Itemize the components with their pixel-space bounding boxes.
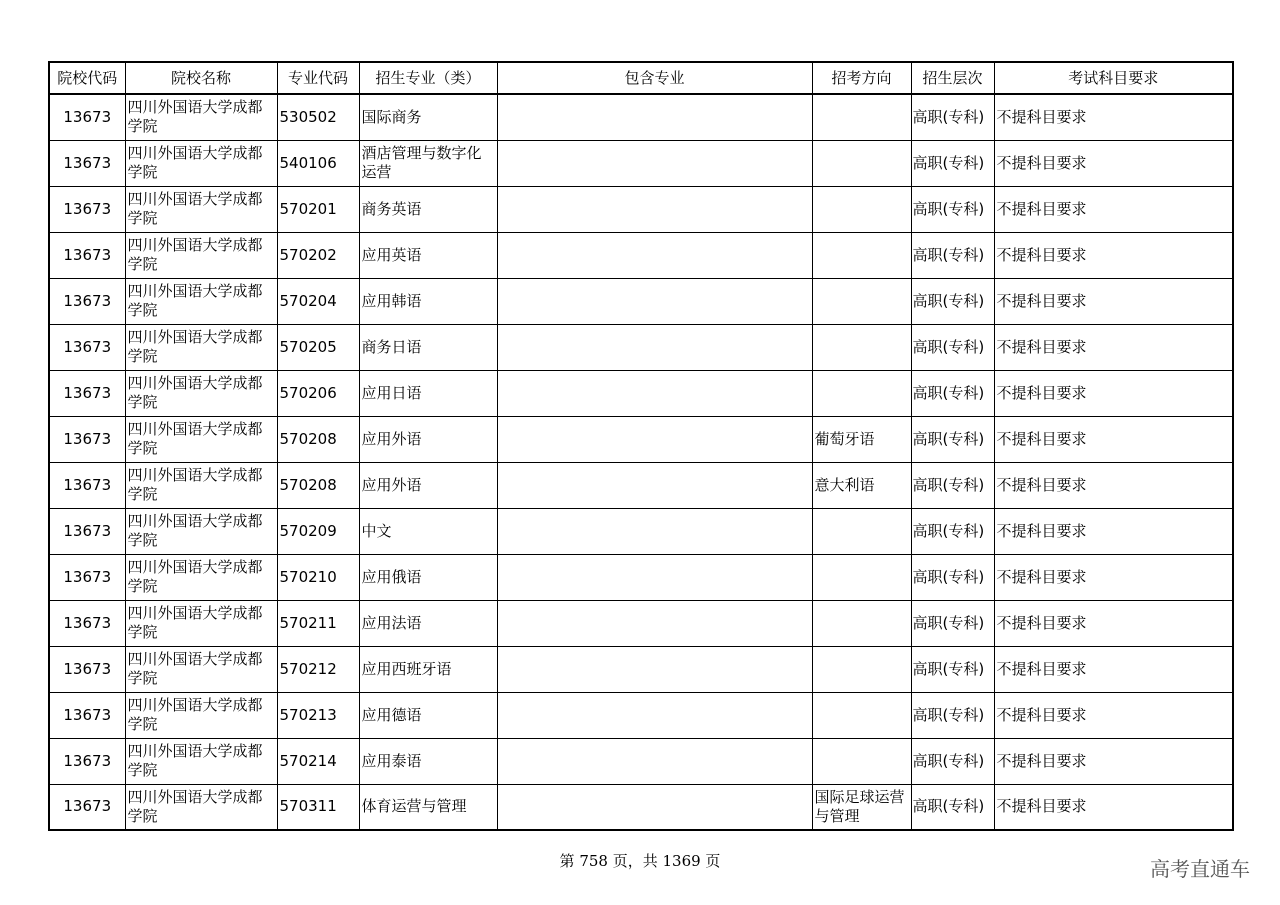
cell-school-code: 13673	[49, 186, 125, 232]
cell-major-code: 570212	[277, 646, 359, 692]
cell-included-majors	[497, 784, 812, 830]
cell-major-code: 540106	[277, 140, 359, 186]
cell-major: 应用韩语	[359, 278, 497, 324]
cell-school-name: 四川外国语大学成都学院	[125, 784, 277, 830]
cell-major-code: 570208	[277, 416, 359, 462]
cell-direction: 国际足球运营与管理	[812, 784, 911, 830]
cell-school-code: 13673	[49, 692, 125, 738]
cell-subject-requirement: 不提科目要求	[994, 646, 1233, 692]
cell-subject-requirement: 不提科目要求	[994, 692, 1233, 738]
cell-subject-requirement: 不提科目要求	[994, 554, 1233, 600]
cell-direction	[812, 232, 911, 278]
cell-major-code: 570211	[277, 600, 359, 646]
cell-subject-requirement: 不提科目要求	[994, 278, 1233, 324]
cell-school-code: 13673	[49, 416, 125, 462]
cell-school-code: 13673	[49, 784, 125, 830]
table-row	[49, 140, 1233, 186]
cell-major: 应用泰语	[359, 738, 497, 784]
cell-school-name: 四川外国语大学成都学院	[125, 600, 277, 646]
cell-major-code: 570205	[277, 324, 359, 370]
cell-major-code: 570208	[277, 462, 359, 508]
cell-included-majors	[497, 416, 812, 462]
cell-school-code: 13673	[49, 140, 125, 186]
cell-level: 高职(专科)	[911, 462, 994, 508]
cell-level: 高职(专科)	[911, 140, 994, 186]
cell-school-code: 13673	[49, 646, 125, 692]
cell-major: 应用德语	[359, 692, 497, 738]
cell-school-code: 13673	[49, 370, 125, 416]
cell-major-code: 570214	[277, 738, 359, 784]
cell-major: 商务英语	[359, 186, 497, 232]
cell-major-code: 530502	[277, 94, 359, 140]
watermark: 高考直通车	[1150, 857, 1250, 881]
table-row	[49, 508, 1233, 554]
cell-level: 高职(专科)	[911, 646, 994, 692]
cell-level: 高职(专科)	[911, 508, 994, 554]
cell-school-name: 四川外国语大学成都学院	[125, 370, 277, 416]
page-number: 第 758 页，共 1369 页	[559, 852, 721, 870]
cell-level: 高职(专科)	[911, 94, 994, 140]
cell-level: 高职(专科)	[911, 232, 994, 278]
cell-direction	[812, 324, 911, 370]
cell-school-name: 四川外国语大学成都学院	[125, 186, 277, 232]
header-school-code: 院校代码	[49, 62, 125, 94]
cell-school-code: 13673	[49, 462, 125, 508]
cell-major: 国际商务	[359, 94, 497, 140]
cell-direction	[812, 738, 911, 784]
table-row	[49, 784, 1233, 830]
cell-included-majors	[497, 738, 812, 784]
cell-subject-requirement: 不提科目要求	[994, 232, 1233, 278]
header-included-majors: 包含专业	[497, 62, 812, 94]
cell-major: 应用英语	[359, 232, 497, 278]
cell-included-majors	[497, 600, 812, 646]
cell-level: 高职(专科)	[911, 784, 994, 830]
cell-school-code: 13673	[49, 278, 125, 324]
cell-major: 中文	[359, 508, 497, 554]
cell-subject-requirement: 不提科目要求	[994, 738, 1233, 784]
cell-subject-requirement: 不提科目要求	[994, 416, 1233, 462]
cell-included-majors	[497, 692, 812, 738]
table-row	[49, 738, 1233, 784]
table-row	[49, 324, 1233, 370]
cell-school-name: 四川外国语大学成都学院	[125, 416, 277, 462]
cell-school-name: 四川外国语大学成都学院	[125, 278, 277, 324]
table-row	[49, 600, 1233, 646]
cell-included-majors	[497, 508, 812, 554]
cell-school-name: 四川外国语大学成都学院	[125, 140, 277, 186]
cell-major: 商务日语	[359, 324, 497, 370]
cell-major: 应用俄语	[359, 554, 497, 600]
table-row	[49, 462, 1233, 508]
cell-school-name: 四川外国语大学成都学院	[125, 738, 277, 784]
cell-major-code: 570213	[277, 692, 359, 738]
cell-level: 高职(专科)	[911, 186, 994, 232]
cell-school-code: 13673	[49, 232, 125, 278]
cell-school-name: 四川外国语大学成都学院	[125, 508, 277, 554]
table-row	[49, 278, 1233, 324]
cell-direction	[812, 140, 911, 186]
cell-school-code: 13673	[49, 94, 125, 140]
cell-included-majors	[497, 462, 812, 508]
cell-subject-requirement: 不提科目要求	[994, 370, 1233, 416]
cell-subject-requirement: 不提科目要求	[994, 784, 1233, 830]
cell-subject-requirement: 不提科目要求	[994, 186, 1233, 232]
header-school-name: 院校名称	[125, 62, 277, 94]
cell-major: 应用日语	[359, 370, 497, 416]
cell-level: 高职(专科)	[911, 278, 994, 324]
cell-subject-requirement: 不提科目要求	[994, 600, 1233, 646]
header-level: 招生层次	[911, 62, 994, 94]
cell-direction: 葡萄牙语	[812, 416, 911, 462]
cell-included-majors	[497, 140, 812, 186]
cell-included-majors	[497, 646, 812, 692]
cell-school-name: 四川外国语大学成都学院	[125, 646, 277, 692]
cell-included-majors	[497, 278, 812, 324]
cell-subject-requirement: 不提科目要求	[994, 94, 1233, 140]
header-direction: 招考方向	[812, 62, 911, 94]
cell-major: 体育运营与管理	[359, 784, 497, 830]
table-row	[49, 370, 1233, 416]
cell-direction	[812, 600, 911, 646]
cell-level: 高职(专科)	[911, 692, 994, 738]
cell-major: 应用外语	[359, 416, 497, 462]
cell-major: 酒店管理与数字化运营	[359, 140, 497, 186]
cell-included-majors	[497, 94, 812, 140]
cell-major-code: 570210	[277, 554, 359, 600]
table-row	[49, 646, 1233, 692]
cell-major: 应用西班牙语	[359, 646, 497, 692]
cell-major-code: 570206	[277, 370, 359, 416]
cell-school-name: 四川外国语大学成都学院	[125, 232, 277, 278]
cell-school-code: 13673	[49, 600, 125, 646]
table-row	[49, 232, 1233, 278]
cell-school-name: 四川外国语大学成都学院	[125, 462, 277, 508]
admissions-table	[48, 61, 1234, 831]
cell-level: 高职(专科)	[911, 324, 994, 370]
cell-major-code: 570201	[277, 186, 359, 232]
cell-direction	[812, 646, 911, 692]
cell-school-code: 13673	[49, 508, 125, 554]
cell-direction	[812, 94, 911, 140]
table-row	[49, 692, 1233, 738]
cell-direction: 意大利语	[812, 462, 911, 508]
cell-major: 应用外语	[359, 462, 497, 508]
cell-major-code: 570209	[277, 508, 359, 554]
cell-school-name: 四川外国语大学成都学院	[125, 324, 277, 370]
cell-school-code: 13673	[49, 554, 125, 600]
cell-level: 高职(专科)	[911, 416, 994, 462]
table-row	[49, 186, 1233, 232]
cell-included-majors	[497, 554, 812, 600]
cell-school-code: 13673	[49, 324, 125, 370]
cell-major-code: 570204	[277, 278, 359, 324]
cell-level: 高职(专科)	[911, 554, 994, 600]
cell-subject-requirement: 不提科目要求	[994, 508, 1233, 554]
cell-direction	[812, 508, 911, 554]
cell-subject-requirement: 不提科目要求	[994, 140, 1233, 186]
header-major-code: 专业代码	[277, 62, 359, 94]
cell-school-name: 四川外国语大学成都学院	[125, 94, 277, 140]
table-header-row	[49, 62, 1233, 94]
cell-level: 高职(专科)	[911, 370, 994, 416]
cell-included-majors	[497, 370, 812, 416]
cell-level: 高职(专科)	[911, 738, 994, 784]
cell-direction	[812, 278, 911, 324]
table-row	[49, 554, 1233, 600]
cell-major: 应用法语	[359, 600, 497, 646]
header-major: 招生专业（类）	[359, 62, 497, 94]
header-subject-requirement: 考试科目要求	[994, 62, 1233, 94]
cell-subject-requirement: 不提科目要求	[994, 324, 1233, 370]
cell-direction	[812, 554, 911, 600]
cell-included-majors	[497, 324, 812, 370]
cell-level: 高职(专科)	[911, 600, 994, 646]
cell-direction	[812, 692, 911, 738]
cell-school-name: 四川外国语大学成都学院	[125, 554, 277, 600]
cell-major-code: 570311	[277, 784, 359, 830]
table-row	[49, 416, 1233, 462]
cell-school-code: 13673	[49, 738, 125, 784]
table-body	[49, 94, 1233, 830]
table-row	[49, 94, 1233, 140]
cell-major-code: 570202	[277, 232, 359, 278]
cell-included-majors	[497, 186, 812, 232]
cell-included-majors	[497, 232, 812, 278]
cell-direction	[812, 186, 911, 232]
cell-school-name: 四川外国语大学成都学院	[125, 692, 277, 738]
cell-direction	[812, 370, 911, 416]
cell-subject-requirement: 不提科目要求	[994, 462, 1233, 508]
